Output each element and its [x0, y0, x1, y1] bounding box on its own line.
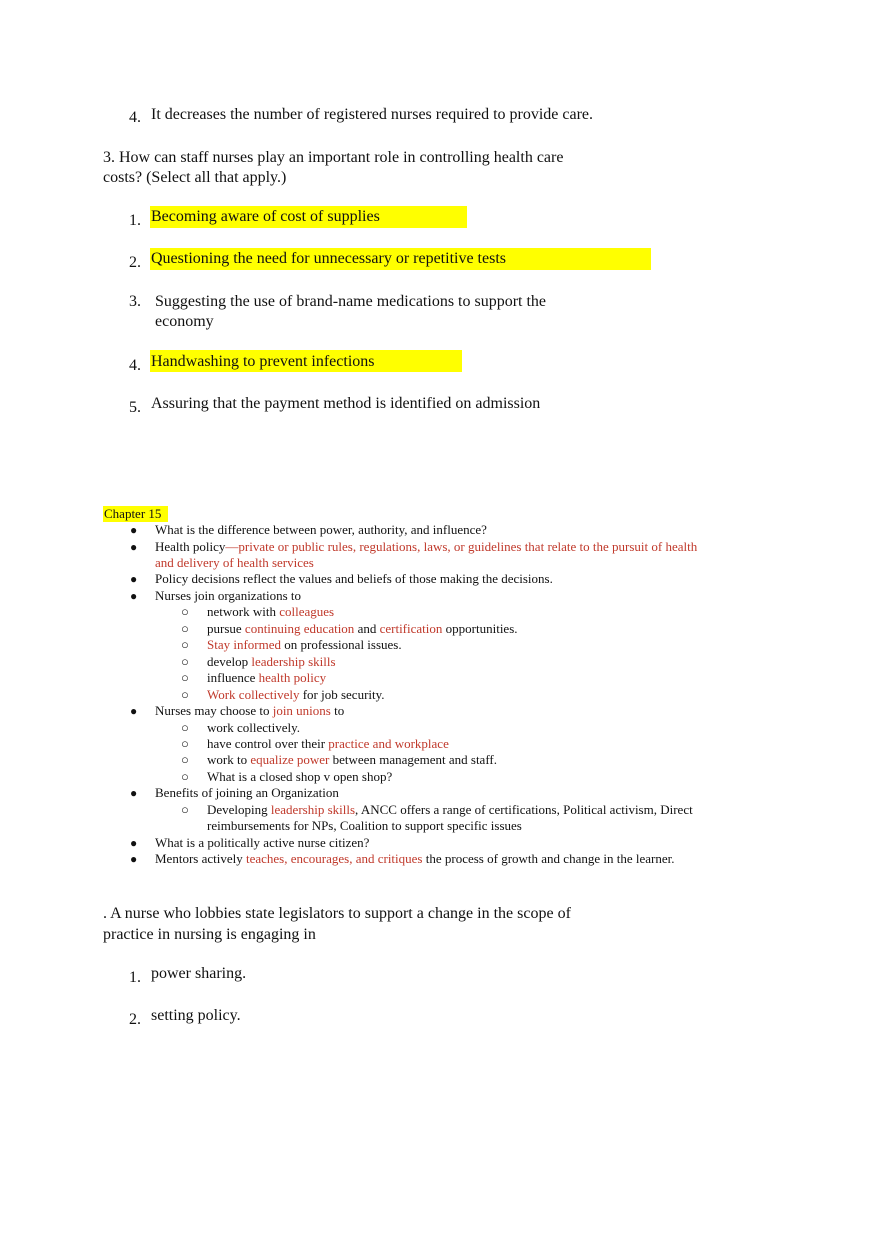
- bullet-icon: ●: [130, 572, 138, 586]
- sub-bullet-text: [207, 637, 402, 653]
- keyword: colleagues: [279, 604, 335, 619]
- circle-bullet-icon: ○: [181, 670, 189, 685]
- text: and: [354, 621, 380, 636]
- text: pursue: [207, 621, 245, 636]
- question-next-line2: practice in nursing is engaging in: [103, 926, 316, 943]
- option-number: 5.: [129, 399, 141, 416]
- bullet-text: Benefits of joining an Organization: [155, 785, 339, 800]
- bullet-icon: ●: [130, 523, 138, 537]
- circle-bullet-icon: ○: [181, 604, 189, 619]
- keyword: Stay informed: [207, 637, 282, 652]
- text: Nurses may choose to: [155, 703, 273, 718]
- text: on professional issues.: [281, 637, 402, 652]
- circle-bullet-icon: ○: [181, 621, 189, 636]
- bullet-icon: ●: [130, 704, 138, 718]
- term: Health policy: [155, 539, 226, 554]
- sub-bullet-text: What is a closed shop v open shop?: [207, 769, 393, 784]
- keyword: continuing education: [244, 621, 355, 636]
- circle-bullet-icon: ○: [181, 769, 189, 784]
- definition-continued: and delivery of health services: [155, 555, 314, 570]
- keyword: leadership skills: [251, 654, 336, 669]
- sub-bullet-text: [207, 802, 693, 818]
- text: opportunities.: [442, 621, 518, 636]
- bullet-text: Policy decisions reflect the values and beliefs of those making the decisions.: [155, 571, 553, 586]
- text: network with: [207, 604, 280, 619]
- keyword: health policy: [258, 670, 327, 685]
- sub-bullet-text-continued: reimbursements for NPs, Coalition to support specific issues: [207, 818, 522, 833]
- sub-bullet-text: work collectively.: [207, 720, 301, 735]
- bullet-icon: ●: [130, 852, 138, 866]
- option-number: 4.: [129, 109, 141, 126]
- option-text: Assuring that the payment method is identified on admission: [151, 395, 541, 412]
- option-text: It decreases the number of registered nurses required to provide care.: [151, 106, 594, 123]
- keyword: Work collectively: [207, 687, 300, 702]
- chapter-title: Chapter 15: [104, 506, 162, 521]
- bullet-text: [155, 539, 697, 555]
- text: influence: [207, 670, 259, 685]
- bullet-text: Nurses join organizations to: [155, 588, 301, 603]
- bullet-icon: ●: [130, 589, 138, 603]
- question-3-line1: 3. How can staff nurses play an important role in controlling health care: [103, 149, 564, 166]
- keyword: leadership skills: [270, 802, 356, 817]
- text: , ANCC offers a range of certifications, Political activism, Direct: [355, 802, 693, 817]
- circle-bullet-icon: ○: [181, 687, 189, 702]
- bullet-text: What is the difference between power, authority, and influence?: [155, 522, 487, 537]
- bullet-icon: ●: [130, 836, 138, 850]
- bullet-icon: ●: [130, 540, 138, 554]
- option-text: setting policy.: [151, 1007, 241, 1024]
- text: between management and staff.: [329, 752, 498, 767]
- text: have control over their: [207, 736, 329, 751]
- bullet-text: [155, 851, 674, 867]
- option-number: 4.: [129, 357, 141, 374]
- option-text: Handwashing to prevent infections: [151, 353, 375, 370]
- circle-bullet-icon: ○: [181, 654, 189, 669]
- keyword: join unions: [272, 703, 331, 718]
- option-number: 2.: [129, 1011, 141, 1028]
- text: develop: [207, 654, 252, 669]
- option-number: 2.: [129, 254, 141, 271]
- option-number: 3.: [129, 293, 141, 310]
- bullet-text: What is a politically active nurse citizen?: [155, 835, 370, 850]
- text: work to: [207, 752, 251, 767]
- option-text-continued: economy: [155, 313, 214, 330]
- text: the process of growth and change in the learner.: [422, 851, 675, 866]
- text: for job security.: [299, 687, 385, 702]
- option-text: Questioning the need for unnecessary or repetitive tests: [151, 250, 506, 267]
- question-next-line1: . A nurse who lobbies state legislators to support a change in the scope of: [103, 905, 571, 922]
- circle-bullet-icon: ○: [181, 752, 189, 767]
- circle-bullet-icon: ○: [181, 736, 189, 751]
- circle-bullet-icon: ○: [181, 720, 189, 735]
- sub-bullet-text: [207, 736, 449, 752]
- circle-bullet-icon: ○: [181, 637, 189, 652]
- sub-bullet-text: [207, 687, 385, 703]
- bullet-text: [155, 703, 344, 719]
- option-text: Suggesting the use of brand-name medications to support the: [155, 293, 547, 310]
- text: Developing: [207, 802, 271, 817]
- option-text: power sharing.: [151, 965, 247, 982]
- keyword: certification: [379, 621, 443, 636]
- option-text: Becoming aware of cost of supplies: [151, 208, 380, 225]
- sub-bullet-text: [207, 621, 518, 637]
- keyword: equalize power: [250, 752, 330, 767]
- circle-bullet-icon: ○: [181, 802, 189, 817]
- keyword: practice and workplace: [328, 736, 449, 751]
- sub-bullet-text: [207, 604, 334, 620]
- question-3-line2: costs? (Select all that apply.): [103, 169, 287, 186]
- keyword: teaches, encourages, and critiques: [245, 851, 423, 866]
- bullet-icon: ●: [130, 786, 138, 800]
- sub-bullet-text: [207, 654, 336, 670]
- text: Mentors actively: [155, 851, 246, 866]
- sub-bullet-text: [207, 752, 497, 768]
- sub-bullet-text: [207, 670, 326, 686]
- option-number: 1.: [129, 212, 141, 229]
- option-number: 1.: [129, 969, 141, 986]
- definition: —private or public rules, regulations, laws, or guidelines that relate to the pursuit of health: [225, 539, 698, 554]
- text: to: [330, 703, 345, 718]
